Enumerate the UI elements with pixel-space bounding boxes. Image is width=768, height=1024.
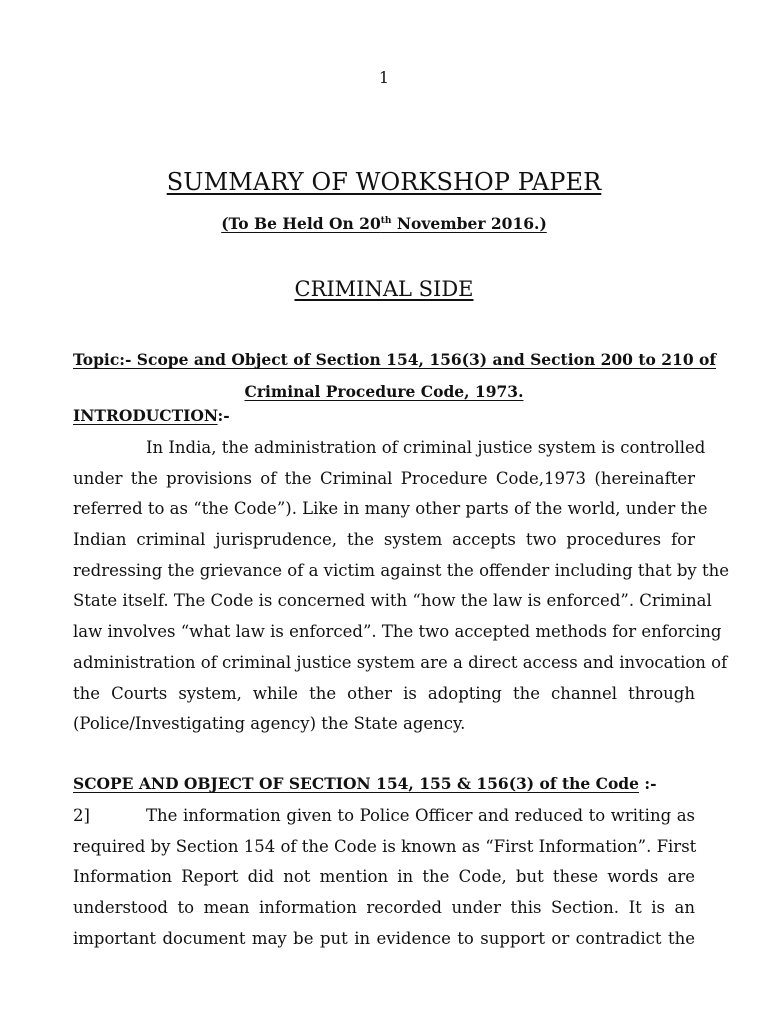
- introduction-paragraph: [73, 433, 730, 740]
- page-number: 1: [378, 68, 390, 87]
- paragraph-line: In India, the administration of criminal justice system is controlled: [146, 438, 706, 457]
- paragraph-line: referred to as “the Code”). Like in many other parts of the world, under the: [73, 499, 708, 519]
- scope-label: SCOPE AND OBJECT OF SECTION 154, 155 & 156(3) of the Code: [73, 774, 639, 793]
- paragraph-line: Information Report did not mention in the Code, but these words are: [73, 867, 695, 887]
- paragraph-line: important document may be put in evidence to support or contradict the: [73, 928, 695, 948]
- document-title: SUMMARY OF WORKSHOP PAPER: [166, 168, 602, 196]
- paragraph-line: under the provisions of the Criminal Procedure Code,1973 (hereinafter: [73, 468, 695, 488]
- document-subtitle: [0, 214, 768, 233]
- introduction-label: INTRODUCTION: [73, 406, 218, 425]
- introduction-suffix: :-: [217, 406, 230, 425]
- scope-paragraph: [73, 801, 695, 954]
- paragraph-line: Indian criminal jurisprudence, the system accepts two procedures for: [73, 530, 695, 550]
- paragraph-line: administration of criminal justice system are a direct access and invocation of: [73, 652, 728, 672]
- topic-heading: [73, 344, 717, 407]
- paragraph-number: 2]: [73, 806, 90, 825]
- section-heading: CRIMINAL SIDE: [294, 277, 474, 301]
- introduction-heading: [73, 406, 230, 425]
- paragraph-line: the Courts system, while the other is adopting the channel through: [73, 683, 695, 703]
- subtitle-pre: (To Be Held On 20: [221, 214, 381, 233]
- paragraph-line: required by Section 154 of the Code is known as “First Information”. First: [73, 836, 697, 856]
- paragraph-line: (Police/Investigating agency) the State agency.: [73, 714, 466, 734]
- paragraph-line: State itself. The Code is concerned with “how the law is enforced”. Criminal: [73, 591, 712, 611]
- topic-line-2: Criminal Procedure Code, 1973.: [244, 381, 524, 401]
- paragraph-line: law involves “what law is enforced”. The two accepted methods for enforcing: [73, 622, 722, 642]
- subtitle-post: November 2016.): [391, 214, 547, 233]
- paragraph-line: 2] The information given to Police Officer and reduced to writing as: [73, 801, 695, 832]
- topic-line-2-wrap: [73, 376, 700, 408]
- subtitle-sup: th: [380, 215, 392, 226]
- scope-heading: [73, 774, 657, 793]
- paragraph-line: understood to mean information recorded under this Section. It is an: [73, 898, 695, 918]
- paragraph-line: redressing the grievance of a victim against the offender including that by the: [73, 560, 730, 580]
- topic-line-1: Topic:- Scope and Object of Section 154, 156(3) and Section 200 to 210 of: [73, 350, 717, 369]
- scope-suffix: :-: [639, 774, 657, 793]
